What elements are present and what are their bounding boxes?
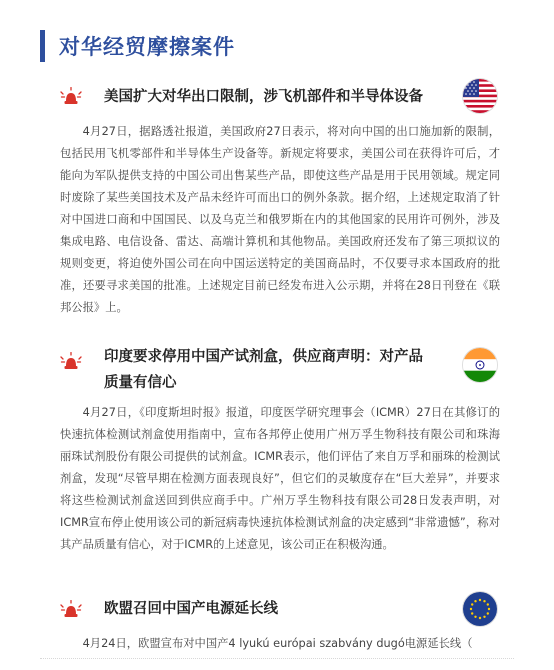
- article-body: 4月24日，欧盟宣布对中国产4 lyukú európai szabvány dugó电源延长线（: [82, 637, 473, 650]
- article-headline: 美国扩大对华出口限制，涉飞机部件和半导体设备: [104, 89, 423, 105]
- article-headline: 欧盟召回中国产电源延长线: [104, 601, 278, 617]
- alarm-icon: [60, 600, 82, 620]
- title-accent-bar: [40, 30, 45, 62]
- usa-flag-icon: [463, 79, 497, 113]
- page-title: 对华经贸摩擦案件: [59, 35, 235, 59]
- headline-line-2: 质量有信心: [104, 375, 177, 391]
- india-flag-icon: [463, 348, 497, 382]
- alarm-icon: [60, 87, 82, 107]
- section-title: [40, 28, 235, 64]
- headline-line-1: 印度要求停用中国产试剂盒，供应商声明：对产品: [104, 349, 423, 365]
- article-body: 4月27日，据路透社报道，美国政府27日表示，将对向中国的出口施加新的限制，包括民用飞机零部件和半导体生产设备等。新规定将要求，美国公司在获得许可后，才能向为军队提供支持的中国公司出售某些产品，即使这些产品是用于民用领域。规定同时废除了某些美国技术及产品未经许可而出口的例外条款。据介绍，上述规定取消了针对中国进口商和中国国民、以及乌克兰和俄罗斯在内的其他国家的民用许可例外，涉及集成电路、电信设备、雷达、高端计算机和其他物品。美国政府还发布了第三项拟议的规则变更，将迫使外国公司在向中国运送特定的美国商品时，不仅要寻求本国政府的批准，还要寻求美国的批准。上述规定目前已经发布进入公示期，并将在28日刊登在《联邦公报》上。: [60, 125, 500, 314]
- article-body: 4月27日，《印度斯坦时报》报道，印度医学研究理事会（ICMR）27日在其修订的快速抗体检测试剂盒使用指南中，宣布各邦停止使用广州万孚生物科技有限公司和珠海丽珠试剂股份有限公司提供的试剂盒。ICMR表示，他们评估了来自万孚和丽珠的检测试剂盒，发现“尽管早期在检测方面表现良好”，但它们的灵敏度存在“巨大差异”，并要求将这些检测试剂盒送回到供应商手中。广州万孚生物科技有限公司28日发表声明，对ICMR宣布停止使用该公司的新冠病毒快速抗体检测试剂盒的决定感到“非常遗憾”，称对其产品质量有信心，对于ICMR的上述意见，该公司正在积极沟通。: [60, 406, 500, 551]
- bottom-divider: [40, 658, 514, 659]
- article-headline: [104, 344, 423, 396]
- alarm-icon: [60, 352, 82, 372]
- eu-flag-icon: [463, 592, 497, 626]
